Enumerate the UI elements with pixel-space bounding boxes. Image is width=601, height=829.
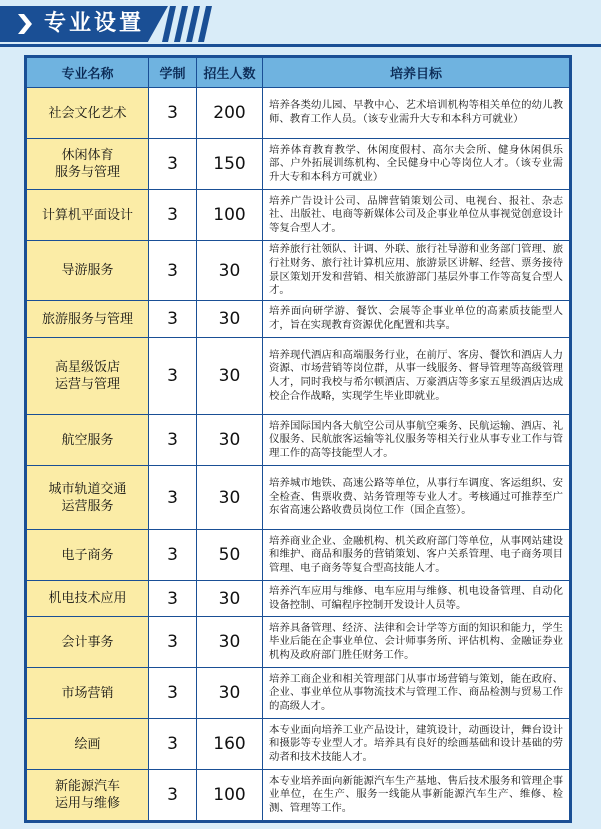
- header-training-goal: 培养目标: [263, 58, 570, 88]
- duration-value: 3: [149, 617, 197, 668]
- table-row: [27, 466, 570, 530]
- enrollment-value: 30: [197, 668, 263, 719]
- chevron-right-icon: [18, 14, 32, 34]
- enrollment-value: 160: [197, 719, 263, 770]
- program-name: [27, 719, 149, 770]
- program-name: [27, 530, 149, 581]
- enrollment-value: 100: [197, 190, 263, 241]
- enrollment-value: 50: [197, 530, 263, 581]
- program-name-line: 机电技术应用: [48, 591, 127, 606]
- duration-value: 3: [149, 466, 197, 530]
- program-name-line: 旅游服务与管理: [41, 311, 133, 327]
- header-duration: 学制: [149, 58, 197, 88]
- table-row: [27, 719, 570, 770]
- training-goal: 培养体育教育教学、休闲度假村、高尔夫会所、健身休闲俱乐部、户外拓展训练机构、全民健身中心等岗位人才。（该专业需升大专和本科方可就业）: [263, 139, 570, 190]
- table-row: [27, 617, 570, 668]
- program-name: [27, 415, 149, 466]
- program-name-line: 会计事务: [61, 634, 114, 650]
- training-goal: 培养汽车应用与维修、电车应用与维修、机电设备管理、自动化设备控制、可编程序控制开发设计人员等。: [263, 581, 570, 617]
- enrollment-value: 30: [197, 617, 263, 668]
- table-row: [27, 190, 570, 241]
- training-goal: 本专业面向培养工业产品设计，建筑设计，动画设计，舞台设计和摄影等专业型人才。培养具有良好的绘画基础和设计基础的劳动者和技术技能人才。: [263, 719, 570, 770]
- program-name-line: 新能源汽车: [54, 779, 120, 794]
- table-row: [27, 139, 570, 190]
- training-goal: 培养工商企业和相关管理部门从事市场营销与策划，能在政府、企业、事业单位从事物流技术与管理工作、商品检测与贸易工作的高级人才。: [263, 668, 570, 719]
- program-name: [27, 617, 149, 668]
- program-name-line: 服务与管理: [54, 165, 120, 180]
- duration-value: 3: [149, 301, 197, 338]
- duration-value: 3: [149, 415, 197, 466]
- program-name: [27, 581, 149, 617]
- table-row: [27, 530, 570, 581]
- table-row: [27, 581, 570, 617]
- decorative-stripes-icon: [160, 6, 220, 42]
- program-name-line: 航空服务: [61, 432, 114, 448]
- duration-value: 3: [149, 88, 197, 139]
- table-header-row: [27, 58, 570, 88]
- enrollment-value: 30: [197, 301, 263, 338]
- page-title: 专业设置: [44, 11, 145, 36]
- table-row: [27, 301, 570, 338]
- program-name: [27, 338, 149, 415]
- program-name-line: 休闲体育: [61, 148, 114, 163]
- table-row: [27, 668, 570, 719]
- table-row: [27, 770, 570, 821]
- program-name-line: 电子商务: [61, 547, 114, 563]
- header-underline: [0, 44, 601, 47]
- section-header: [0, 0, 601, 48]
- training-goal: 培养具备管理、经济、法律和会计学等方面的知识和能力，学生毕业后能在企事业单位、会计师事务所、评估机构、金融证券业机构及政府部门胜任财务工作。: [263, 617, 570, 668]
- program-name-line: 绘画: [74, 736, 101, 752]
- duration-value: 3: [149, 770, 197, 821]
- duration-value: 3: [149, 338, 197, 415]
- enrollment-value: 150: [197, 139, 263, 190]
- training-goal: 本专业培养面向新能源汽车生产基地、售后技术服务和管理企事业单位，在生产、服务一线能从事新能源汽车生产、维修、检测、管理等工作。: [263, 770, 570, 821]
- table-row: [27, 415, 570, 466]
- enrollment-value: 200: [197, 88, 263, 139]
- enrollment-value: 30: [197, 466, 263, 530]
- duration-value: 3: [149, 581, 197, 617]
- program-name-line: 社会文化艺术: [48, 105, 127, 121]
- program-name: [27, 190, 149, 241]
- table-row: [27, 338, 570, 415]
- program-name: [27, 88, 149, 139]
- training-goal: 培养现代酒店和高端服务行业，在前厅、客房、餐饮和酒店人力资源、市场营销等岗位群，从事一线服务、督导管理等高级管理人才，同时我校与希尔顿酒店、万豪酒店等多家五星级酒店达成校企合作战略，实现学生毕业即就业。: [263, 338, 570, 415]
- training-goal: 培养城市地铁、高速公路等单位，从事行车调度、客运组织、安全检查、售票收费、站务管理等专业人才。考核通过可推荐至广东省高速公路收费员岗位工作（国企直签）。: [263, 466, 570, 530]
- program-name: [27, 139, 149, 190]
- training-goal: 培养面向研学游、餐饮、会展等企事业单位的高素质技能型人才，旨在实现教育资源优化配置和共享。: [263, 301, 570, 338]
- program-name: [27, 466, 149, 530]
- program-name: [27, 241, 149, 301]
- enrollment-value: 30: [197, 241, 263, 301]
- table-row: [27, 241, 570, 301]
- training-goal: 培养广告设计公司、品牌营销策划公司、电视台、报社、杂志社、出版社、电商等新媒体公司及企事业单位从事视觉创意设计等复合型人才。: [263, 190, 570, 241]
- program-name-line: 计算机平面设计: [41, 207, 133, 223]
- program-name-line: 城市轨道交通: [48, 481, 127, 497]
- program-name: [27, 668, 149, 719]
- duration-value: 3: [149, 530, 197, 581]
- program-name-line: 市场营销: [61, 685, 114, 701]
- enrollment-value: 30: [197, 338, 263, 415]
- training-goal: 培养国际国内各大航空公司从事航空乘务、民航运输、酒店、礼仪服务、民航旅客运输等礼仪服务等相关行业从事专业工作与管理工作的高等技能型人才。: [263, 415, 570, 466]
- program-name-line: 高星级饭店: [54, 360, 120, 375]
- programs-table: [24, 55, 572, 823]
- program-name-line: 运用与维修: [54, 796, 120, 811]
- training-goal: 培养商业企业、金融机构、机关政府部门等单位，从事网站建设和维护、商品和服务的营销策划、客户关系管理、电子商务项目管理、电子商务等复合型高技能人才。: [263, 530, 570, 581]
- program-name: [27, 301, 149, 338]
- enrollment-value: 30: [197, 415, 263, 466]
- enrollment-value: 100: [197, 770, 263, 821]
- program-name-line: 运营服务: [61, 498, 114, 514]
- program-name-line: 运营与管理: [54, 377, 120, 392]
- program-name: [27, 770, 149, 821]
- header-enrollment: 招生人数: [197, 58, 263, 88]
- duration-value: 3: [149, 668, 197, 719]
- table-row: [27, 88, 570, 139]
- duration-value: 3: [149, 139, 197, 190]
- header-program-name: 专业名称: [27, 58, 149, 88]
- enrollment-value: 30: [197, 581, 263, 617]
- program-name-line: 导游服务: [61, 263, 114, 278]
- training-goal: 培养各类幼儿园、早教中心、艺术培训机构等相关单位的幼儿教师、教育工作人员。（该专业需升大专和本科方可就业）: [263, 88, 570, 139]
- duration-value: 3: [149, 190, 197, 241]
- duration-value: 3: [149, 241, 197, 301]
- duration-value: 3: [149, 719, 197, 770]
- training-goal: 培养旅行社领队、计调、外联、旅行社导游和业务部门管理、旅行社财务、旅行社计算机应用、旅游景区讲解、经营、票务接待景区策划开发和营销、相关旅游部门基层外事工作等高复合型人才。: [263, 241, 570, 301]
